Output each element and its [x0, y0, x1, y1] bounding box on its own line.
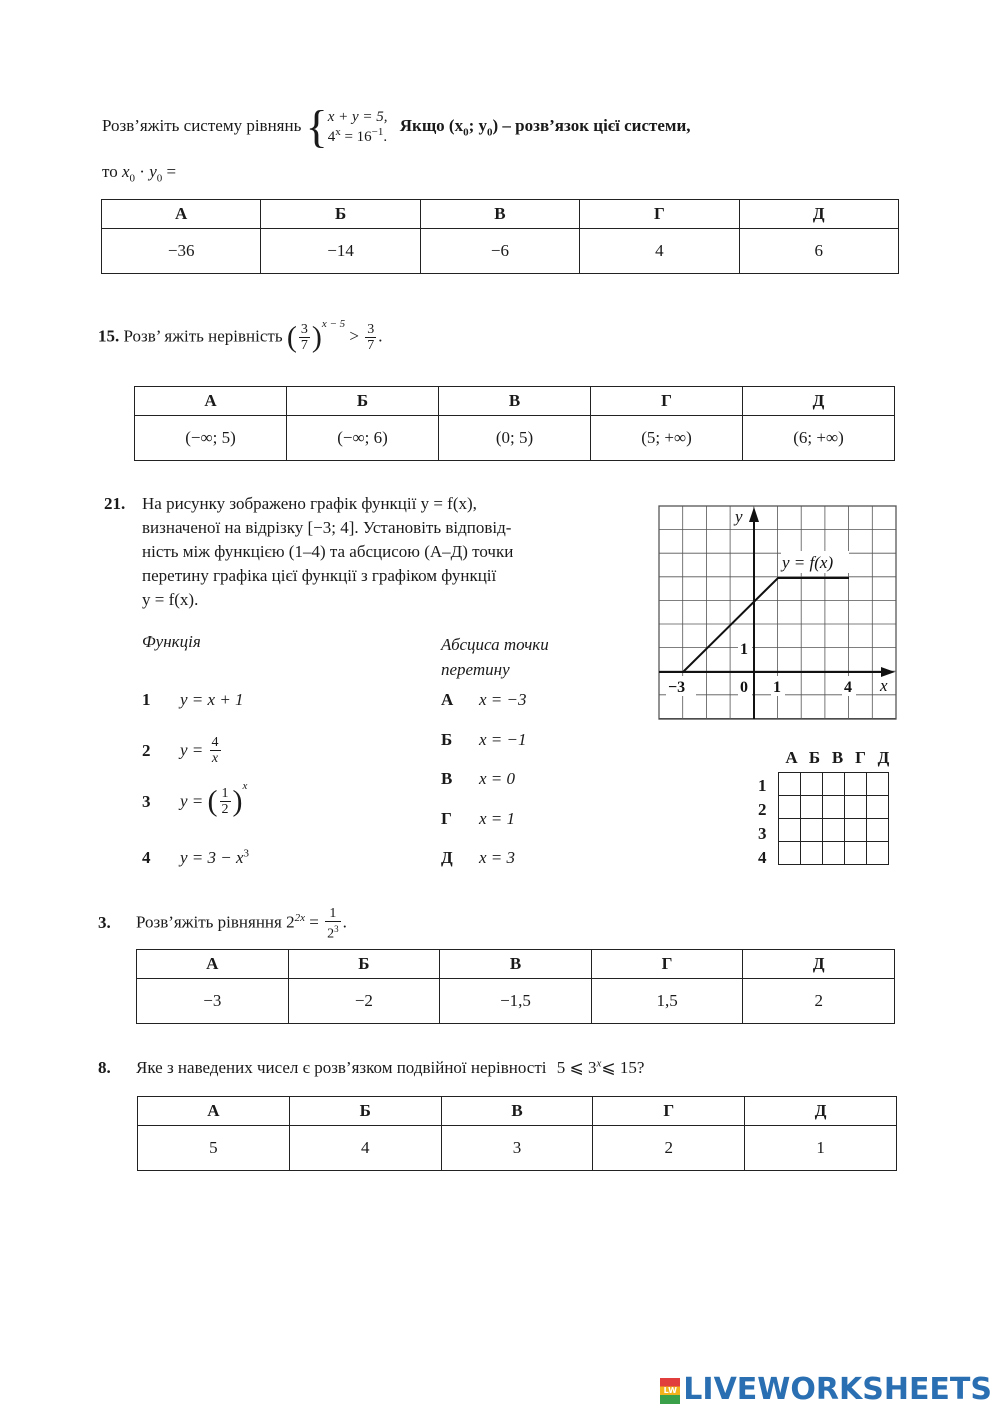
- system-eq1: x + y = 5,: [327, 109, 388, 125]
- grid-cell[interactable]: [779, 796, 801, 819]
- answer-option[interactable]: −1,5: [440, 979, 592, 1024]
- function-curve: [683, 578, 849, 672]
- problem14-intro: Розв’яжіть систему рівнянь: [102, 115, 302, 135]
- problem21-line: На рисунку зображено графік функції y = f(x),: [142, 494, 477, 513]
- answer-header: Г: [591, 950, 743, 979]
- grid-row-label: 4: [758, 848, 767, 867]
- grid-row-label: 3: [758, 824, 767, 843]
- equation-system: x + y = 5, $4^x = 16^{-1}$.: [327, 109, 388, 145]
- grid-cell[interactable]: [801, 819, 823, 842]
- grid-header: Б: [808, 748, 821, 767]
- answer-header: Б: [287, 387, 439, 416]
- answer-option[interactable]: 5: [138, 1126, 290, 1171]
- function-item: 2 y = $\frac{4}{x}$: [142, 735, 219, 766]
- answer-header: В: [441, 1097, 593, 1126]
- problem3-number: 3.: [98, 912, 111, 932]
- answer-option[interactable]: (−∞; 5): [135, 416, 287, 461]
- abscissa-option: В x = 0: [441, 769, 516, 788]
- answer-option[interactable]: 6: [739, 229, 898, 274]
- problem21-line: y = f(x).: [142, 590, 199, 609]
- answer-header: Д: [743, 387, 895, 416]
- function-column-label: Функція: [142, 632, 201, 651]
- answer-option[interactable]: 1: [745, 1126, 897, 1171]
- abscissa-option: Г x = 1: [441, 809, 516, 828]
- answer-header: А: [102, 200, 261, 229]
- answer-option[interactable]: (5; +∞): [591, 416, 743, 461]
- abscissa-option: Д x = 3: [441, 848, 516, 867]
- answer-header: А: [135, 387, 287, 416]
- logo-badge-icon: LW: [660, 1378, 680, 1404]
- problem8-statement: 8. Яке з наведених чисел є розв’язком подвійної нерівності 5 ⩽ 3$^x$⩽ 15?: [98, 1056, 644, 1080]
- function-item: 1 y = x + 1: [142, 690, 244, 709]
- tick-label: 4: [844, 679, 852, 696]
- problem21-line: ність між функцією (1–4) та абсцисою (А–Д) точки: [142, 542, 514, 561]
- tick-label: −3: [668, 679, 686, 696]
- grid-cell[interactable]: [867, 842, 889, 865]
- tick-label: 0: [740, 679, 748, 696]
- grid-row-label: 2: [758, 800, 767, 819]
- answer-option[interactable]: (−∞; 6): [287, 416, 439, 461]
- answer-option[interactable]: −14: [261, 229, 420, 274]
- answer-header: Г: [580, 200, 739, 229]
- problem21-statement: [104, 492, 634, 612]
- answer-header: В: [440, 950, 592, 979]
- problem21-number: 21.: [104, 494, 126, 513]
- grid-header: Г: [855, 748, 866, 767]
- problem15-statement: 15. Розв’ яжіть нерівність ( $\frac{3}{7}$ )$^{x - 5}$ > $\frac{3}{7}$ .: [98, 317, 383, 354]
- problem15-number: 15.: [98, 326, 120, 346]
- answer-header: В: [420, 200, 579, 229]
- answer-option[interactable]: −2: [288, 979, 440, 1024]
- match-grid-headers: [780, 748, 895, 768]
- problem14-statement: [102, 101, 691, 152]
- grid-cell[interactable]: [845, 796, 867, 819]
- function-item: 4 $y = 3 - x^3$: [142, 847, 250, 867]
- grid-header: Д: [877, 748, 890, 767]
- function-graph: [658, 505, 898, 721]
- y-axis-label: y: [735, 507, 743, 526]
- answer-header: Г: [593, 1097, 745, 1126]
- grid-cell[interactable]: [867, 796, 889, 819]
- grid-cell[interactable]: [779, 842, 801, 865]
- problem14-answer-table: [101, 199, 899, 274]
- answer-option[interactable]: 4: [289, 1126, 441, 1171]
- answer-option[interactable]: −36: [102, 229, 261, 274]
- grid-row-label: 1: [758, 776, 767, 795]
- grid-cell[interactable]: [801, 842, 823, 865]
- grid-cell[interactable]: [867, 773, 889, 796]
- answer-header: Г: [591, 387, 743, 416]
- problem15-answer-table: [134, 386, 895, 461]
- answer-header: В: [439, 387, 591, 416]
- answer-option[interactable]: 1,5: [591, 979, 743, 1024]
- problem8-text: Яке з наведених чисел є розв’язком подвійної нерівності: [136, 1058, 547, 1077]
- problem3-statement: 3. Розв’яжіть рівняння $2^{2x}$ = $\frac{1}{2^3}$ .: [98, 906, 347, 942]
- answer-option[interactable]: 3: [441, 1126, 593, 1171]
- answer-header: Б: [288, 950, 440, 979]
- grid-cell[interactable]: [801, 796, 823, 819]
- grid-cell[interactable]: [823, 796, 845, 819]
- liveworksheets-logo[interactable]: [660, 1372, 992, 1407]
- abscissa-column-label: Абсциса точки перетину: [441, 635, 549, 679]
- grid-cell[interactable]: [845, 773, 867, 796]
- answer-option[interactable]: −3: [137, 979, 289, 1024]
- problem8-answer-table: [137, 1096, 897, 1171]
- answer-header: Б: [289, 1097, 441, 1126]
- problem3-answer-table: [136, 949, 895, 1024]
- match-grid: [778, 772, 889, 865]
- answer-header: Д: [743, 950, 895, 979]
- grid-cell[interactable]: [801, 773, 823, 796]
- answer-header: Д: [739, 200, 898, 229]
- answer-option[interactable]: 2: [593, 1126, 745, 1171]
- x-axis-label: x: [880, 676, 888, 695]
- grid-cell[interactable]: [823, 773, 845, 796]
- answer-header: А: [137, 950, 289, 979]
- grid-cell[interactable]: [867, 819, 889, 842]
- answer-option[interactable]: −6: [420, 229, 579, 274]
- tick-label: 1: [740, 641, 748, 658]
- answer-header: А: [138, 1097, 290, 1126]
- grid-cell[interactable]: [845, 842, 867, 865]
- problem8-number: 8.: [98, 1058, 111, 1077]
- problem21-line: визначеної на відрізку [−3; 4]. Установіть відповід-: [142, 518, 512, 537]
- grid-cell[interactable]: [779, 773, 801, 796]
- problem15-text: Розв’ яжіть нерівність: [123, 326, 283, 346]
- answer-header: Д: [745, 1097, 897, 1126]
- grid-header: В: [831, 748, 844, 767]
- tick-label: 1: [773, 679, 781, 696]
- abscissa-option: А x = −3: [441, 690, 527, 709]
- answer-option[interactable]: (6; +∞): [743, 416, 895, 461]
- y-axis-arrow-icon: [749, 507, 759, 522]
- problem3-text: Розв’яжіть рівняння: [136, 912, 282, 932]
- problem21-line: перетину графіка цієї функції з графіком функції: [142, 566, 497, 585]
- grid-cell[interactable]: [845, 819, 867, 842]
- answer-option[interactable]: 4: [580, 229, 739, 274]
- grid-cell[interactable]: [823, 842, 845, 865]
- problem14-question: Якщо ($x_0$; $y_0$) – розв’язок цієї системи,: [399, 115, 691, 139]
- logo-text: LIVEWORKSHEETS: [683, 1372, 992, 1407]
- answer-option[interactable]: (0; 5): [439, 416, 591, 461]
- curve-label: y = f(x): [782, 553, 834, 572]
- abscissa-option: Б x = −1: [441, 730, 527, 749]
- grid-header: А: [785, 748, 798, 767]
- problem14-line2: то $x_0 \cdot y_0$ =: [102, 162, 177, 185]
- answer-option[interactable]: 2: [743, 979, 895, 1024]
- match-grid-row-labels: [758, 774, 767, 870]
- grid-cell[interactable]: [823, 819, 845, 842]
- answer-header: Б: [261, 200, 420, 229]
- grid-cell[interactable]: [779, 819, 801, 842]
- system-brace: {: [305, 101, 328, 152]
- function-item: 3 y = ( $\frac{1}{2}$ )$^x$: [142, 779, 248, 818]
